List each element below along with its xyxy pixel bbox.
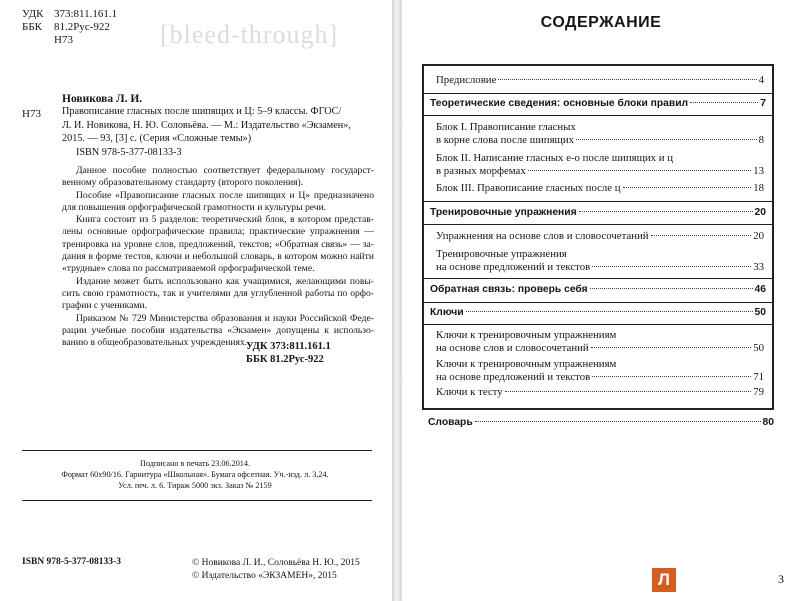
copyright-line: © Издательство «ЭКЗАМЕН», 2015 (192, 571, 337, 581)
toc-entry-exercises-words: Упражнения на основе слов и словосочетаний 20 (436, 230, 764, 242)
annotation-paragraph: Пособие «Правописание гласных после шипящих и Ц» предназначено для повышения орфографической грамотности и культуры речи. (62, 189, 374, 213)
annotation (62, 165, 374, 349)
udk-bold: УДК 373:811.161.1 (246, 341, 331, 352)
udk-value-column (54, 8, 117, 47)
labirint-logo-icon: Л (652, 568, 676, 592)
bbk-value: 81.2Рус-922 (54, 21, 110, 33)
isbn-bottom: ISBN 978-5-377-08133-3 (22, 557, 121, 567)
toc-separator (424, 115, 772, 116)
toc-entry-keys-texts: Ключи к тренировочным упражнениям на основе предложений и текстов 71 (436, 358, 764, 383)
catalog-description (62, 105, 351, 146)
bleed-through-text: [bleed-through] (160, 20, 339, 49)
isbn-line: ISBN 978-5-377-08133-3 (76, 147, 182, 158)
annotation-paragraph: Данное пособие полностью соответствует федеральному государст-венному образовательному стандарту (второго поколения). (62, 165, 374, 189)
toc-entry-keys-test: Ключи к тесту 79 (436, 386, 764, 398)
catalog-line: Правописание гласных после шипящих и Ц: 5–9 классы. ФГОС/ (62, 106, 342, 117)
udk-label: УДК (22, 8, 44, 20)
imprint-line: Усл. печ. л. 6. Тираж 5000 экз. Заказ № 2159 (118, 481, 272, 490)
left-page (0, 0, 392, 601)
toc-separator (424, 224, 772, 225)
bbk-bold: ББК 81.2Рус-922 (246, 354, 324, 365)
toc-section-feedback: Обратная связь: проверь себя 46 (430, 284, 766, 295)
toc-entry-exercises-texts: Тренировочные упражнения на основе предложений и текстов 33 (436, 248, 764, 273)
imprint-bottom-rule (22, 500, 372, 501)
toc-section-keys: Ключи 50 (430, 307, 766, 318)
annotation-paragraph: Издание может быть использовано как учащимися, желающими повы-сить свою грамотность, так и учителями для углубленной работы по орфо-графии с учениками. (62, 275, 374, 312)
toc-separator (424, 324, 772, 325)
imprint-line: Подписано в печать 23.06.2014. (139, 459, 251, 468)
copyright-line: © Новикова Л. И., Соловьёва Н. Ю., 2015 (192, 558, 360, 568)
author-name: Новикова Л. И. (62, 93, 143, 105)
toc-entry-block-1: Блок I. Правописание гласных в корне слова после шипящих 8 (436, 121, 764, 146)
annotation-paragraph: Приказом № 729 Министерства образования и науки Российской Феде-рации учебные пособия издательства «Экзамен» допущены к использо-ванию в общеобразовательных учреждениях. (62, 312, 374, 349)
toc-title: СОДЕРЖАНИЕ (540, 14, 662, 31)
toc-separator (424, 201, 772, 202)
toc-section-dictionary: Словарь 80 (428, 417, 774, 428)
toc-entry-block-2: Блок II. Написание гласных е-о после шипящих и ц в разных морфемах 13 (436, 152, 764, 177)
catalog-line: 2015. — 93, [3] с. (Серия «Сложные темы») (62, 133, 252, 144)
bbk-label: ББК (22, 21, 42, 33)
book-gutter (392, 0, 402, 601)
toc-separator (424, 302, 772, 303)
udk-bbk-block (246, 340, 331, 366)
toc-frame (422, 64, 774, 410)
imprint-top-rule (22, 450, 372, 451)
udk-label-column (22, 8, 44, 34)
toc-section-theory: Теоретические сведения: основные блоки правил 7 (430, 98, 766, 109)
toc-entry-block-3: Блок III. Правописание гласных после ц 18 (436, 182, 764, 194)
annotation-paragraph: Книга состоит из 5 разделов: теоретический блок, в котором представ-лены основные орфографические правила; практические упражнения — тренировка на уровне слов, предложений, текстов; «Обратная связь» — за-дания в форме тестов, ключи и небольшой словарь, в котором можно найти «трудные» слова по рассматриваемой орфографической теме. (62, 214, 374, 275)
toc-entry-keys-words: Ключи к тренировочным упражнениям на основе слов и словосочетаний 50 (436, 329, 764, 354)
copyright-block (192, 557, 360, 583)
right-page (402, 0, 800, 601)
page-number: 3 (778, 572, 784, 586)
toc-separator (424, 278, 772, 279)
toc-section-exercises: Тренировочные упражнения 20 (430, 207, 766, 218)
udk-value: 373:811.161.1 (54, 8, 118, 20)
author-mark: Н73 (54, 34, 73, 46)
toc-separator (424, 93, 772, 94)
imprint-line: Формат 60х90/16. Гарнитура «Школьная». Бумага офсетная. Уч.-изд. л. 3,24. (61, 470, 329, 479)
toc-entry-preface: Предисловие 4 (436, 74, 764, 86)
imprint (30, 458, 360, 491)
catalog-code: Н73 (22, 108, 41, 120)
catalog-line: Л. И. Новикова, Н. Ю. Соловьёва. — М.: Издательство «Экзамен», (62, 119, 351, 131)
